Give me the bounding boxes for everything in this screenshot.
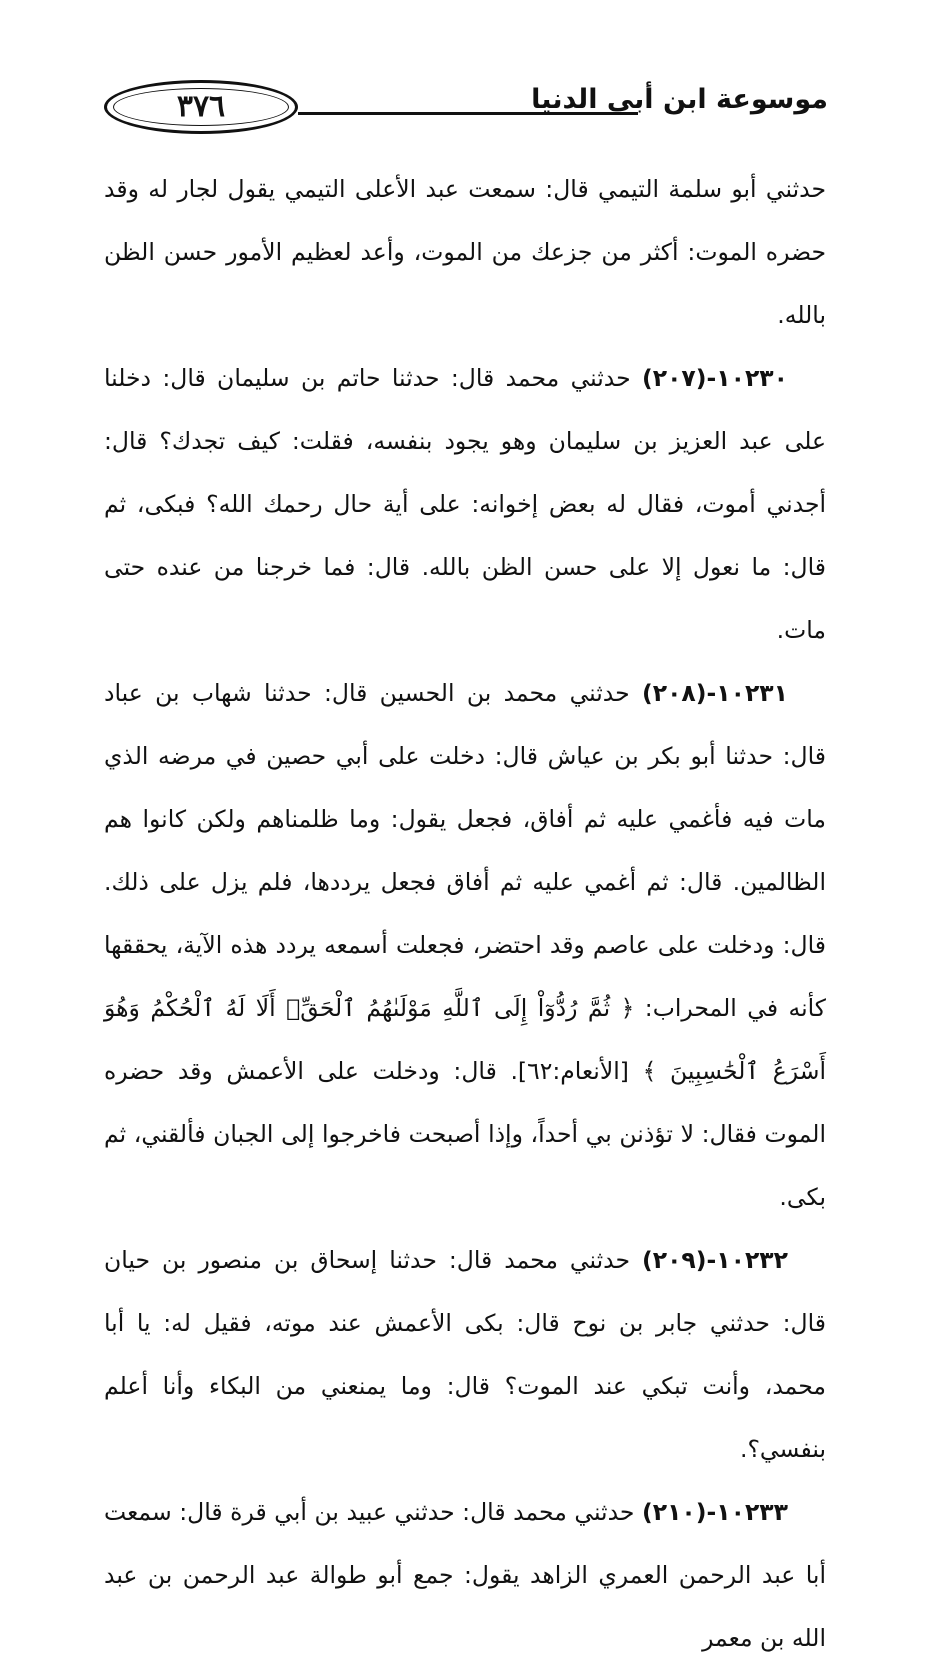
hadith-number: ١٠٢٣٢-(٢٠٩) — [642, 1246, 788, 1274]
hadith-number: ١٠٢٣٣-(٢١٠) — [642, 1498, 788, 1526]
hadith-paragraph — [104, 347, 826, 662]
book-title: موسوعة ابن أبي الدنيا — [531, 84, 828, 115]
paragraph-text: حدثني محمد قال: حدثني عبيد بن أبي قرة قال: سمعت أبا عبد الرحمن العمري الزاهد يقول: جمع أبو طوالة عبد الرحمن بن عبد الله بن معمر — [104, 1498, 826, 1652]
page-header — [70, 78, 828, 140]
paragraph-text: حدثني محمد قال: حدثنا حاتم بن سليمان قال: دخلنا على عبد العزيز بن سليمان وهو يجود بنفسه، فقلت: كيف تجدك؟ قال: أجدني أموت، فقال له بعض إخوانه: على أية حال رحمك الله؟ فبكى، ثم قال: ما نعول إلا على حسن الظن بالله. قال: فما خرجنا من عنده حتى مات. — [104, 364, 826, 644]
paragraph-continuation — [104, 158, 826, 347]
paragraph-text: حدثني أبو سلمة التيمي قال: سمعت عبد الأعلى التيمي يقول لجار له وقد حضره الموت: أكثر من جزعك من الموت، وأعد لعظيم الأمور حسن الظن بالله. — [104, 175, 826, 329]
paragraph-text: حدثني محمد بن الحسين قال: حدثنا شهاب بن عباد قال: حدثنا أبو بكر بن عياش قال: دخلت على أبي حصين في مرضه الذي مات فيه فأغمي عليه ثم أفاق، فجعل يقول: وما ظلمناهم ولكن كانوا هم الظالمين. قال: ثم أغمي عليه ثم أفاق فجعل يرددها، فلم يزل على ذلك. قال: ودخلت على عاصم وقد احتضر، فجعلت أسمعه يردد هذه الآية، يحققها كأنه في المحراب: ﴿ ثُمَّ رُدُّوٓاْ إِلَى ٱللَّهِ مَوْلَىٰهُمُ ٱلْحَقِّۚ أَلَا لَهُ ٱلْحُكْمُ وَهُوَ أَسْرَعُ ٱلْحَٰسِبِينَ ﴾ [الأنعام:٦٢]. قال: ودخلت على الأعمش وقد حضره الموت فقال: لا تؤذنن بي أحداً، وإذا أصبحت فاخرجوا إلى الجبان فألقني، ثم بكى. — [104, 679, 826, 1211]
page-number: ٣٧٦ — [176, 89, 226, 124]
hadith-paragraph — [104, 1481, 826, 1670]
paragraph-text: حدثني محمد قال: حدثنا إسحاق بن منصور بن حيان قال: حدثني جابر بن نوح قال: بكى الأعمش عند موته، فقيل له: يا أبا محمد، وأنت تبكي عند الموت؟ قال: وما يمنعني من البكاء وأنا أعلم بنفسي؟. — [104, 1246, 826, 1463]
hadith-paragraph — [104, 1229, 826, 1481]
page-body — [104, 158, 826, 1670]
hadith-paragraph — [104, 662, 826, 1229]
hadith-number: ١٠٢٣٠-(٢٠٧) — [642, 364, 788, 392]
hadith-number: ١٠٢٣١-(٢٠٨) — [642, 679, 788, 707]
